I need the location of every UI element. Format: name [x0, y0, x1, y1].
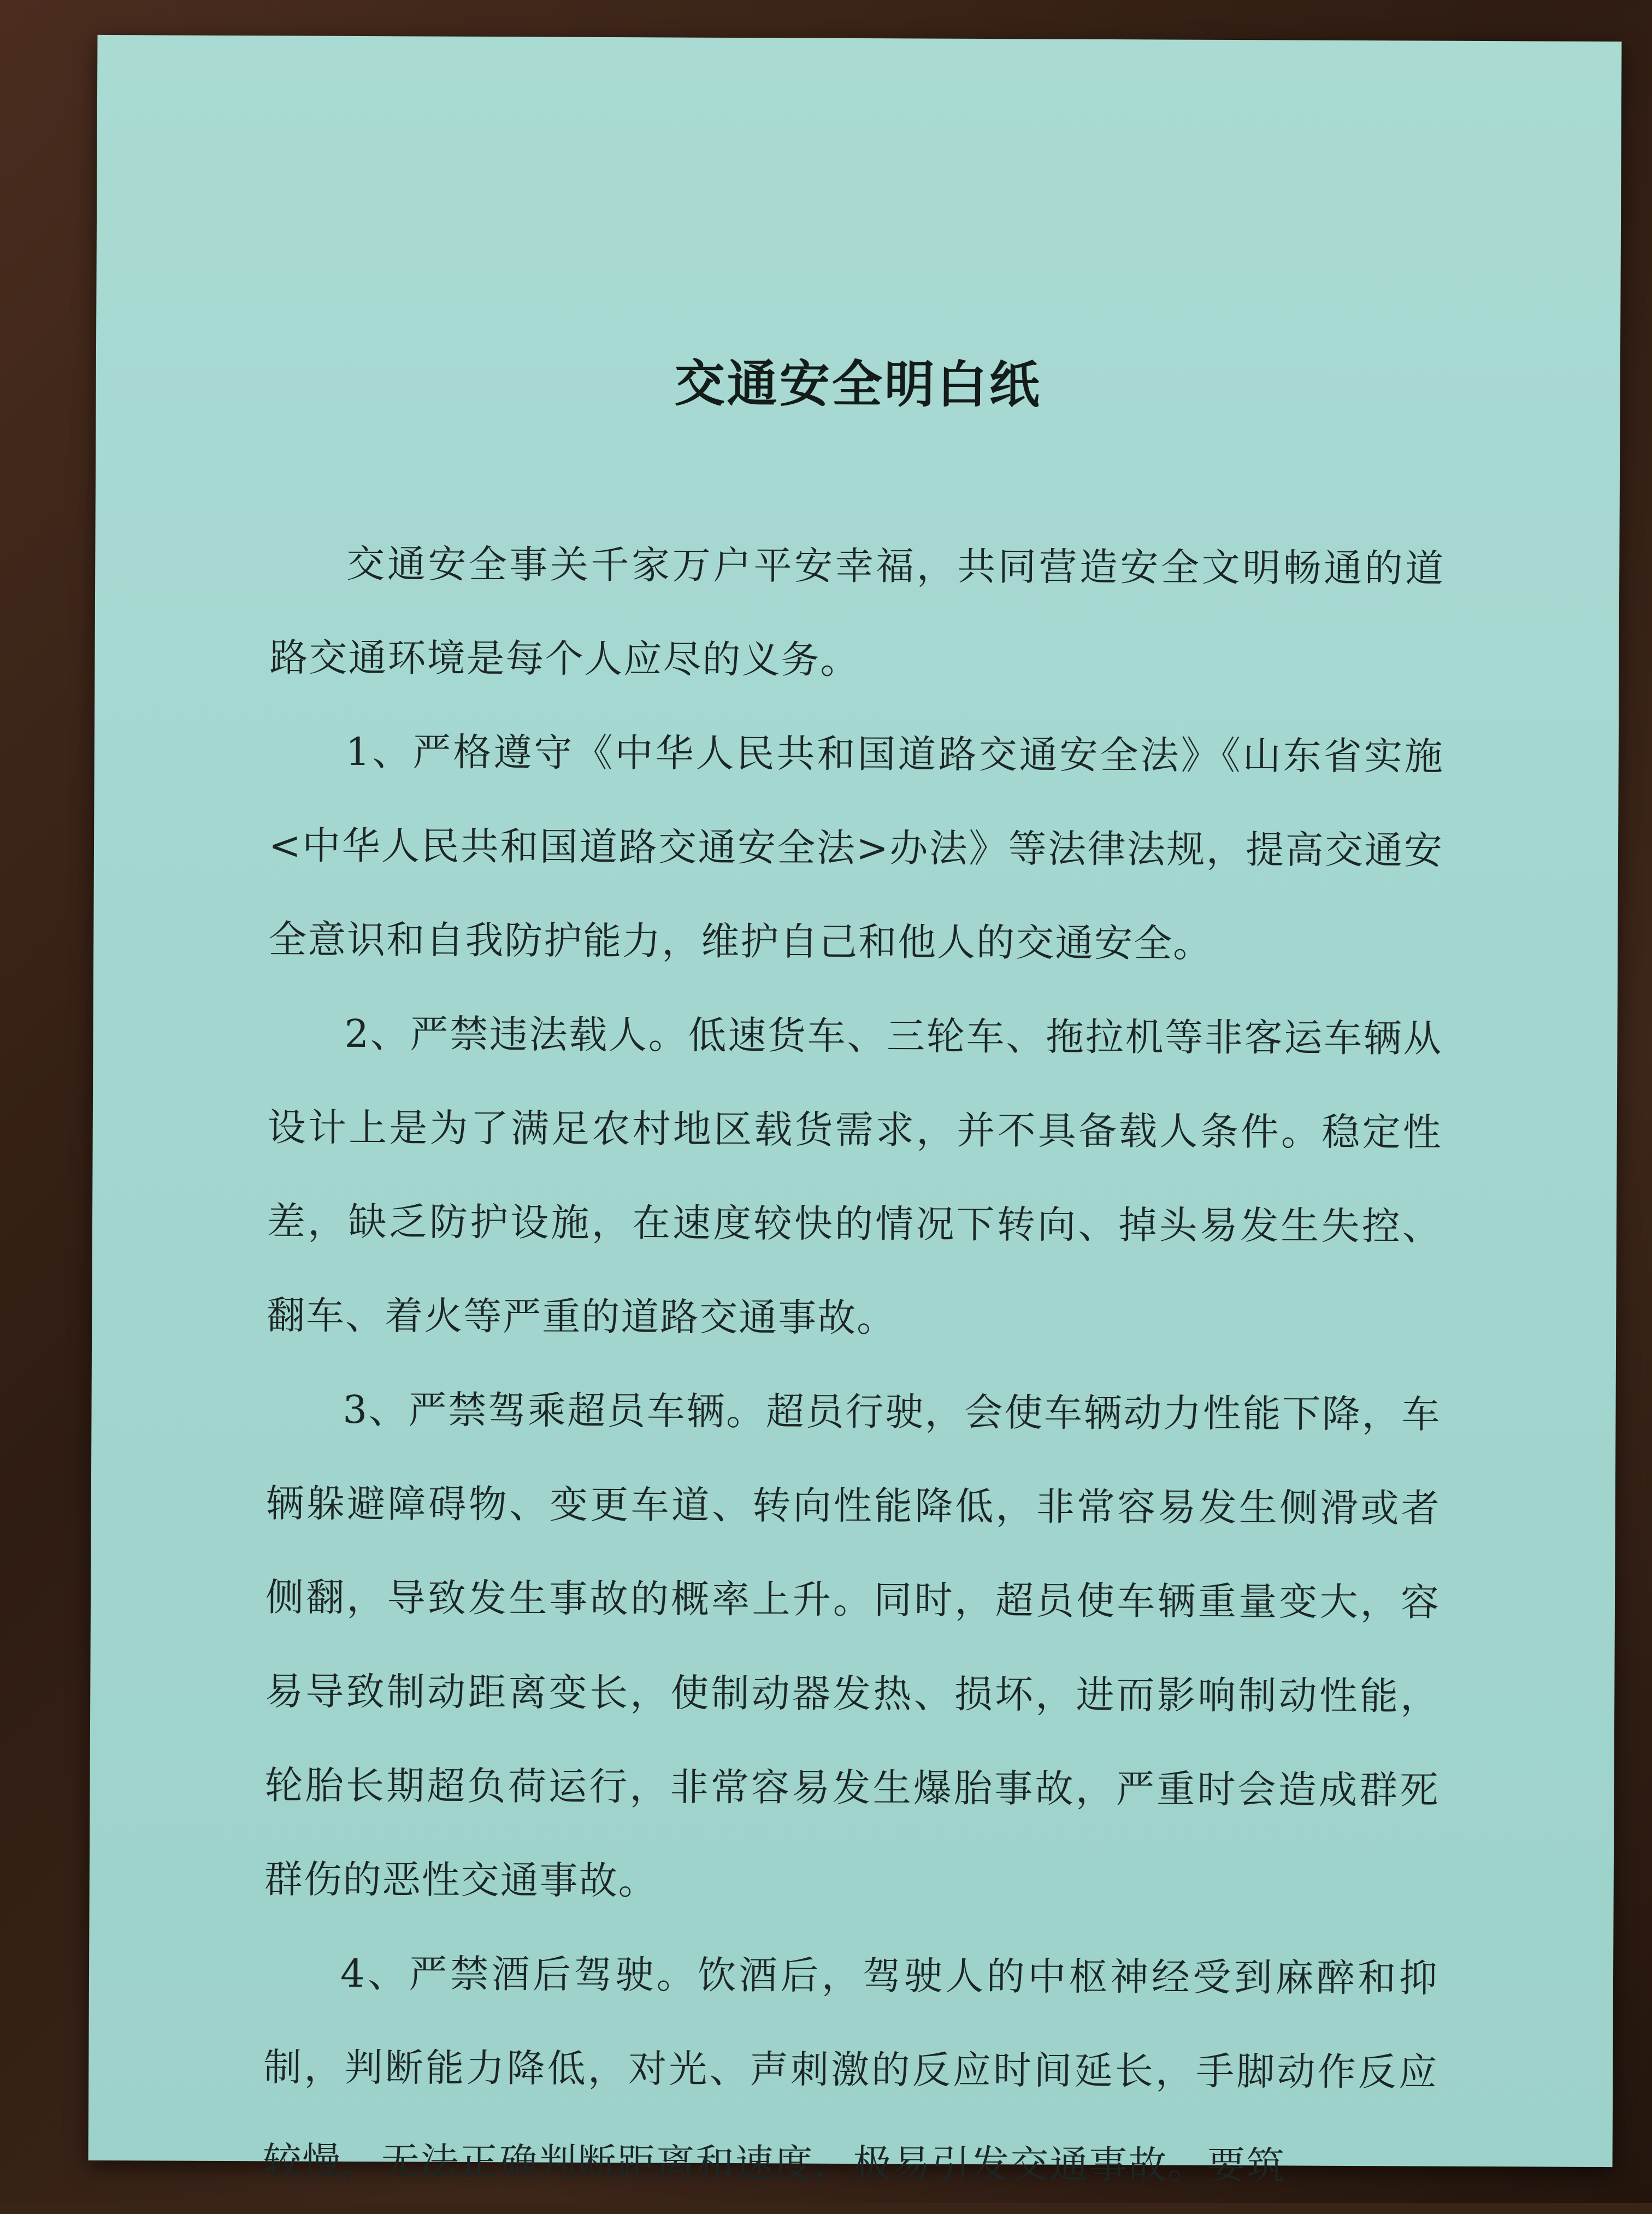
document-body [263, 516, 1444, 2213]
paper-sheet [88, 35, 1622, 2188]
paragraph-item-4: 4、严禁酒后驾驶。饮酒后，驾驶人的中枢神经受到麻醉和抑制，判断能力降低，对光、声刺激的反应时间延长，手脚动作反应较慢，无法正确判断距离和速度，极易引发交通事故。要筑 [263, 1951, 1439, 2188]
paragraph-item-1: 1、严格遵守《中华人民共和国道路交通安全法》《山东省实施<中华人民共和国道路交通安全法>办法》等法律法规，提高交通安全意识和自我防护能力，维护自己和他人的交通安全。 [268, 729, 1444, 966]
paragraph-item-2: 2、严禁违法载人。低速货车、三轮车、拖拉机等非客运车辆从设计上是为了满足农村地区载货需求，并不具备载人条件。稳定性差，缺乏防护设施，在速度较快的情况下转向、掉头易发生失控、翻车、着火等严重的道路交通事故。 [267, 1011, 1443, 1341]
paragraph-item-3: 3、严禁驾乘超员车辆。超员行驶，会使车辆动力性能下降，车辆躲避障碍物、变更车道、转向性能降低，非常容易发生侧滑或者侧翻，导致发生事故的概率上升。同时，超员使车辆重量变大，容易导致制动距离变长，使制动器发热、损坏，进而影响制动性能，轮胎长期超负荷运行，非常容易发生爆胎事故，严重时会造成群死群伤的恶性交通事故。 [264, 1387, 1441, 1904]
document-title: 交通安全明白纸 [674, 354, 1042, 415]
paragraph-intro: 交通安全事关千家万户平安幸福，共同营造安全文明畅通的道路交通环境是每个人应尽的义务。 [269, 541, 1445, 683]
